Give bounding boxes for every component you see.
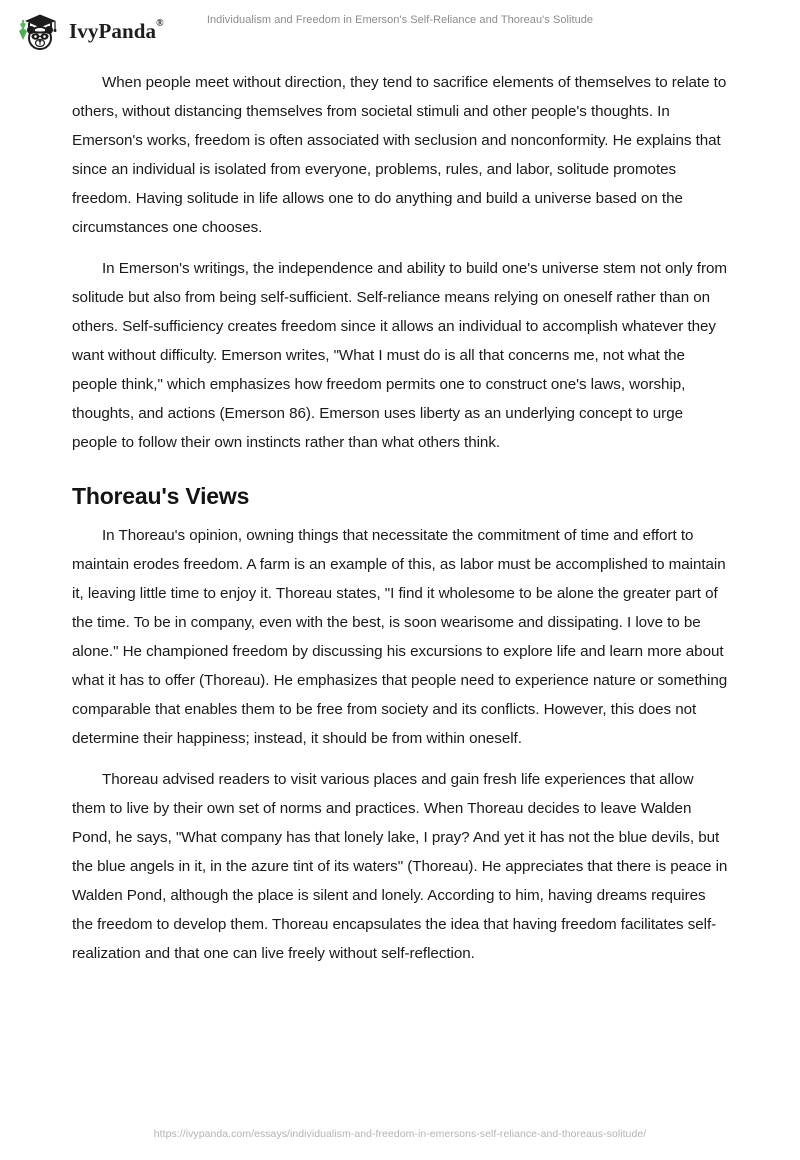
body-paragraph: When people meet without direction, they tend to sacrifice elements of themselves to relate to others, without distancing themselves from societal stimuli and other people's thoughts. In Emerson's works, freedom is often associated with seclusion and nonconformity. He explains that since an individual is isolated from everyone, problems, rules, and labor, solitude promotes freedom. Having solitude in life allows one to do anything and build a universe based on the circumstances one chooses. — [72, 74, 727, 236]
body-paragraph: In Thoreau's opinion, owning things that necessitate the commitment of time and effort to maintain erodes freedom. A farm is an example of this, as labor must be accomplished to maintain it, leaving little time to enjoy it. Thoreau states, "I find it wholesome to be alone the greater part of the time. To be in company, even with the best, is soon wearisome and dissipating. I love to be alone." He championed freedom by discussing his excursions to explore life and learn more about what it has to offer (Thoreau). He emphasizes that people need to experience nature or something comparable that enables them to be free from society and its conflicts. However, this does not determine their happiness; instead, it should be from within oneself. — [72, 527, 728, 747]
brand-name-text: IvyPanda — [69, 18, 157, 43]
body-paragraph: In Emerson's writings, the independence and ability to build one's universe stem not only from solitude but also from being self-sufficient. Self-reliance means relying on oneself rather than on others. Self-sufficiency creates freedom since it allows an individual to accomplish whatever they want without difficulty. Emerson writes, "What I must do is all that concerns me, not what the people think," which emphasizes how freedom permits one to construct one's laws, worship, thoughts, and actions (Emerson 86). Emerson uses liberty as an underlying concept to urge people to follow their own instincts rather than what others think. — [72, 260, 727, 451]
body-paragraph: Thoreau advised readers to visit various places and gain fresh life experiences that allow them to live by their own set of norms and practices. When Thoreau decides to leave Walden Pond, he says, "What company has that lonely lake, I pray? And yet it has not the blue devils, but the blue angels in it, in the azure tint of its waters" (Thoreau). He appreciates that there is peace in Walden Pond, although the place is silent and lonely. According to him, having dreams requires the freedom to develop them. Thoreau encapsulates the idea that having freedom facilitates self-realization and that one can live freely without self-reflection. — [72, 771, 728, 962]
page-header — [0, 0, 800, 62]
registered-trademark-icon: ® — [156, 17, 164, 29]
document-body — [72, 68, 728, 980]
source-url[interactable]: https://ivypanda.com/essays/individualism-and-freedom-in-emersons-self-reliance-and-thoreaus-solitude/ — [153, 1128, 647, 1140]
page-footer — [0, 1124, 800, 1142]
section-heading: Thoreau's Views — [72, 483, 250, 509]
document-title-header: Individualism and Freedom in Emerson's Self-Reliance and Thoreau's Solitude — [206, 14, 594, 26]
